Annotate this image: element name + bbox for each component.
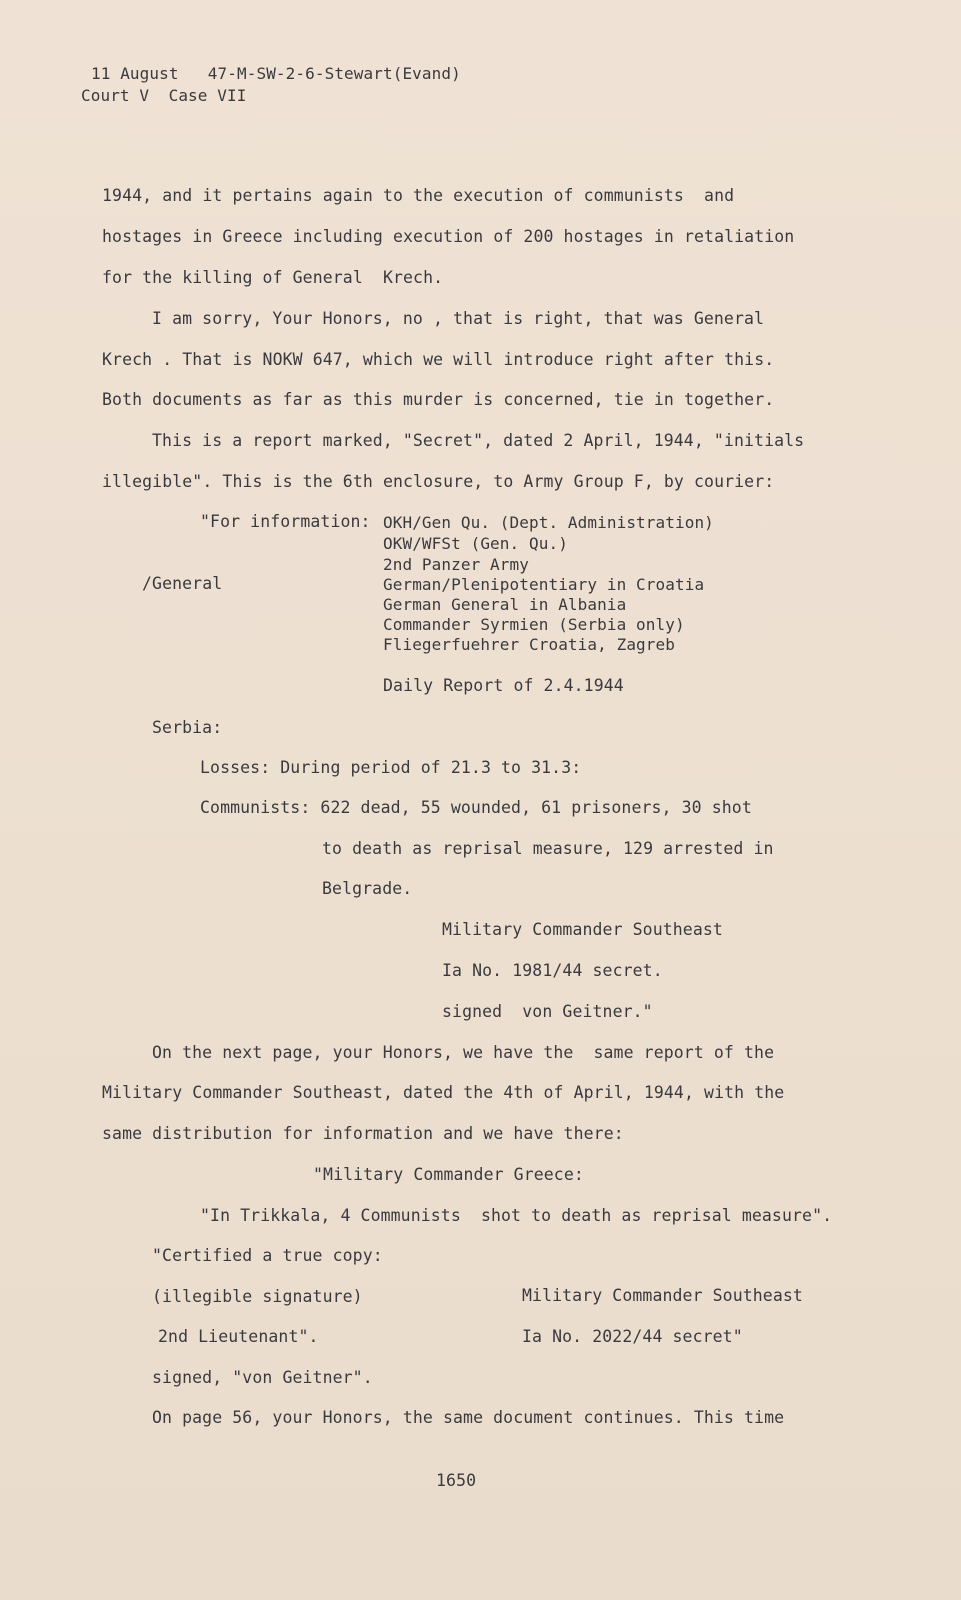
text-line: Communists: 622 dead, 55 wounded, 61 prisoners, 30 shot bbox=[200, 798, 752, 817]
text-line: Krech . That is NOKW 647, which we will introduce right after this. bbox=[102, 350, 775, 369]
text-line: to death as reprisal measure, 129 arrested in bbox=[322, 839, 774, 858]
signature-right-line: Ia No. 2022/44 secret" bbox=[522, 1327, 743, 1346]
text-line: illegible". This is the 6th enclosure, to Army Group F, by courier: bbox=[102, 472, 775, 491]
losses-line: Losses: During period of 21.3 to 31.3: bbox=[200, 758, 582, 777]
distribution-side-label: /General bbox=[142, 574, 223, 593]
text-line: for the killing of General Krech. bbox=[102, 268, 444, 287]
text-line: On the next page, your Honors, we have the same report of the bbox=[152, 1043, 775, 1062]
header-date-reference: 11 August 47-M-SW-2-6-Stewart(Evand) bbox=[91, 64, 461, 83]
distribution-label: "For information: bbox=[200, 512, 371, 531]
distribution-item: German General in Albania bbox=[383, 595, 627, 614]
text-line: I am sorry, Your Honors, no , that is right, that was General bbox=[152, 309, 765, 328]
distribution-item: Fliegerfuehrer Croatia, Zagreb bbox=[383, 635, 675, 654]
text-line: 1944, and it pertains again to the execution of communists and bbox=[102, 186, 735, 205]
text-line: hostages in Greece including execution of 200 hostages in retaliation bbox=[102, 227, 795, 246]
distribution-item: German/Plenipotentiary in Croatia bbox=[383, 575, 705, 594]
text-line: same distribution for information and we have there: bbox=[102, 1124, 624, 1143]
greece-heading: "Military Commander Greece: bbox=[313, 1165, 584, 1184]
signature-right-line: Military Commander Southeast bbox=[522, 1286, 803, 1305]
certified-line: "Certified a true copy: bbox=[152, 1246, 383, 1265]
distribution-item: 2nd Panzer Army bbox=[383, 555, 529, 574]
text-line: Military Commander Southeast, dated the 4th of April, 1944, with the bbox=[102, 1083, 785, 1102]
text-line: Both documents as far as this murder is concerned, tie in together. bbox=[102, 390, 775, 409]
serbia-heading: Serbia: bbox=[152, 718, 223, 737]
text-line: This is a report marked, "Secret", dated 2 April, 1944, "initials bbox=[152, 431, 805, 450]
text-line: "In Trikkala, 4 Communists shot to death as reprisal measure". bbox=[200, 1206, 833, 1225]
text-line: Belgrade. bbox=[322, 879, 413, 898]
signature-left-line: 2nd Lieutenant". bbox=[158, 1327, 319, 1346]
signature-block-line: signed von Geitner." bbox=[442, 1002, 653, 1021]
distribution-item: OKW/WFSt (Gen. Qu.) bbox=[383, 534, 568, 553]
signature-left-line: (illegible signature) bbox=[152, 1287, 363, 1306]
signature-block-line: Ia No. 1981/44 secret. bbox=[442, 961, 663, 980]
signature-block-line: Military Commander Southeast bbox=[442, 920, 723, 939]
text-line: On page 56, your Honors, the same document continues. This time bbox=[152, 1408, 785, 1427]
distribution-item: OKH/Gen Qu. (Dept. Administration) bbox=[383, 513, 714, 532]
daily-report-heading: Daily Report of 2.4.1944 bbox=[383, 676, 624, 695]
distribution-item: Commander Syrmien (Serbia only) bbox=[383, 615, 685, 634]
page-number: 1650 bbox=[436, 1471, 477, 1490]
text-line: signed, "von Geitner". bbox=[152, 1368, 373, 1387]
header-court-case: Court V Case VII bbox=[81, 86, 247, 105]
